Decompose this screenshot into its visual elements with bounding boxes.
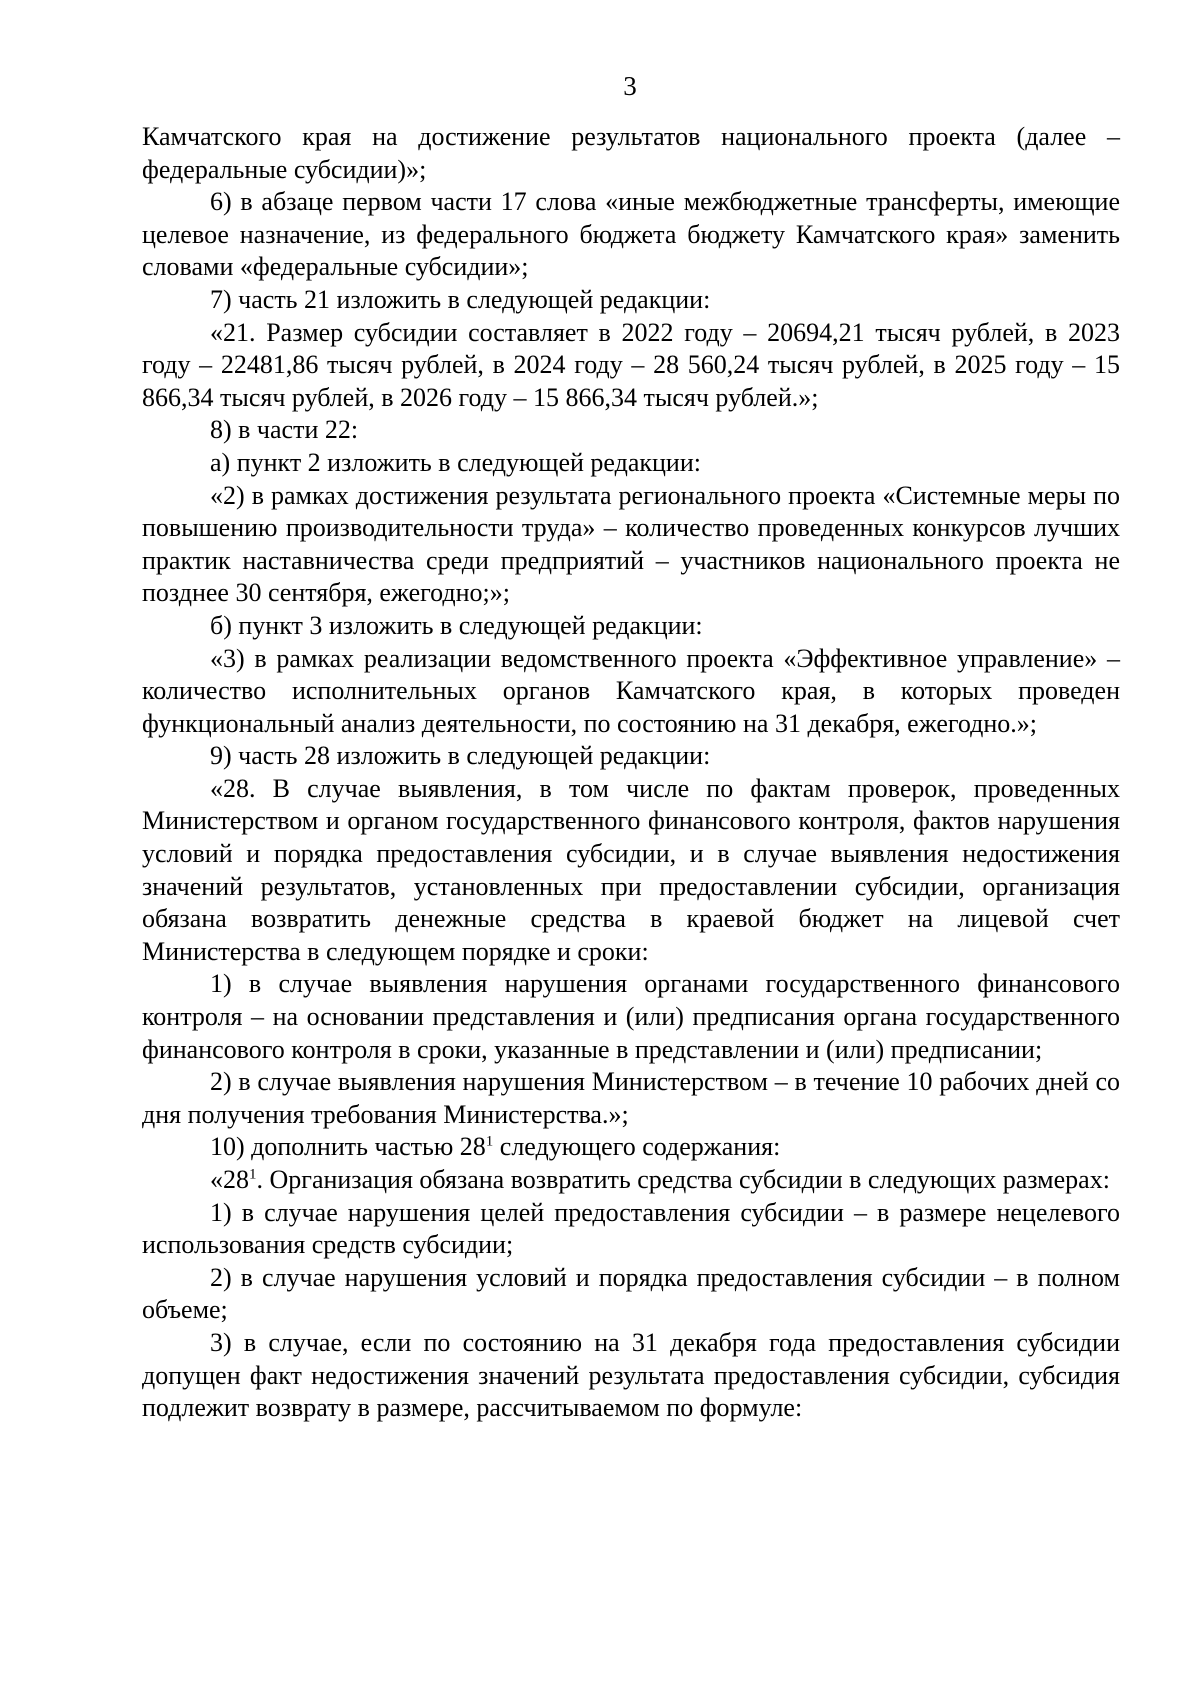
paragraph: «2) в рамках достижения результата регионального проекта «Системные меры по повышению производительности труда» – количество проведенных конкурсов лучших практик наставничества среди предприятий – участников национального проекта не позднее 30 сентября, ежегодно;»; [142, 480, 1120, 608]
paragraph: 1) в случае выявления нарушения органами государственного финансового контроля – на основании представления и (или) предписания органа государственного финансового контроля в сроки, указанные в представлении и (или) предписании; [142, 969, 1120, 1064]
paragraph: 6) в абзаце первом части 17 слова «иные межбюджетные трансферты, имеющие целевое назначение, из федерального бюджета бюджету Камчатского края» заменить словами «федеральные субсидии»; [142, 187, 1120, 282]
paragraph: «21. Размер субсидии составляет в 2022 году – 20694,21 тысяч рублей, в 2023 году – 22481,86 тысяч рублей, в 2024 году – 28 560,24 тысяч рублей, в 2025 году – 15 866,34 тысяч рублей, в 2026 году – 15 866,34 тысяч рублей.»; [142, 317, 1120, 412]
paragraph: 8) в части 22: [210, 415, 359, 445]
document-body [142, 121, 1120, 1425]
page-number: 3 [623, 71, 637, 101]
paragraph: б) пункт 3 изложить в следующей редакции: [210, 610, 703, 640]
paragraph: 7) часть 21 изложить в следующей редакции: [210, 284, 711, 314]
paragraph-text: 10) дополнить частью 28 [210, 1132, 486, 1162]
paragraph: а) пункт 2 изложить в следующей редакции: [210, 447, 701, 477]
paragraph: «28. В случае выявления, в том числе по фактам проверок, проведенных Министерством и органом государственного финансового контроля, фактов нарушения условий и порядка предоставления субсидии, и в случае выявления недостижения значений результатов, установленных при предоставлении субсидии, организация обязана возвратить денежные средства в краевой бюджет на лицевой счет Министерства в следующем порядке и сроки: [142, 773, 1120, 966]
paragraph: «3) в рамках реализации ведомственного проекта «Эффективное управление» – количество исполнительных органов Камчатского края, в которых проведен функциональный анализ деятельности, по состоянию на 31 декабря, ежегодно.»; [142, 643, 1120, 738]
paragraph: 2) в случае выявления нарушения Министерством – в течение 10 рабочих дней со дня получения требования Министерства.»; [142, 1067, 1120, 1129]
paragraph [142, 1164, 1120, 1197]
paragraph: 3) в случае, если по состоянию на 31 декабря года предоставления субсидии допущен факт недостижения значений результата предоставления субсидии, субсидия подлежит возврату в размере, рассчитываемом по формуле: [142, 1327, 1120, 1423]
paragraph-text: следующего содержания: [493, 1132, 781, 1162]
paragraph: Камчатского края на достижение результатов национального проекта (далее – федеральные субсидии)»; [142, 122, 1120, 184]
paragraph [142, 1131, 1120, 1164]
paragraph: 1) в случае нарушения целей предоставления субсидии – в размере нецелевого использования средств субсидии; [142, 1197, 1120, 1260]
paragraph: 2) в случае нарушения условий и порядка предоставления субсидии – в полном объеме; [142, 1262, 1120, 1325]
paragraph-text: «28 [210, 1165, 249, 1194]
paragraph-text: . Организация обязана возвратить средства субсидии в следующих размерах: [256, 1165, 1110, 1194]
superscript: 1 [485, 1133, 494, 1150]
superscript: 1 [249, 1166, 257, 1183]
paragraph: 9) часть 28 изложить в следующей редакции: [210, 741, 711, 771]
